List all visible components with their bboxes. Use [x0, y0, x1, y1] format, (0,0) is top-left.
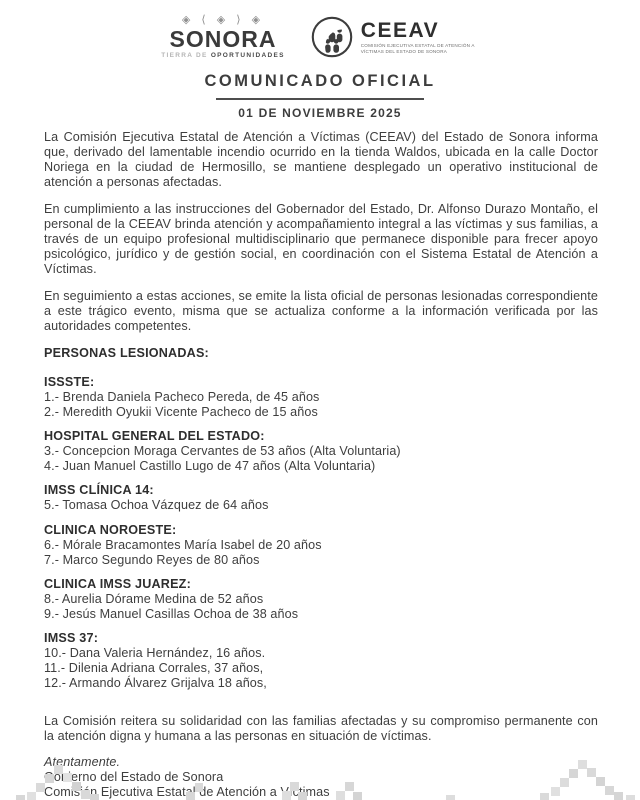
sonora-logo [161, 15, 285, 60]
pixel-mountain-watermark-left [16, 765, 25, 774]
ceeav-subtitle-line1: COMISIÓN EJECUTIVA ESTATAL DE ATENCIÓN [360, 42, 471, 48]
signature-block [44, 755, 598, 800]
hospital-section-clinica-imss-juarez [44, 577, 598, 621]
signature-government: Gobierno del Estado de Sonora [44, 770, 224, 785]
patient-row: 10.- Dana Valeria Hernández, 16 años. [44, 646, 266, 661]
patient-row: 9.- Jesús Manuel Casillas Ochoa de 38 años [44, 606, 299, 621]
ceeav-subtitle-line2: A VÍCTIMAS DEL ESTADO DE SONORA [360, 42, 475, 54]
patient-row: 4.- Juan Manuel Castillo Lugo de 47 años (Alta Voluntaria) [44, 458, 376, 473]
intro-paragraph: La Comisión Ejecutiva Estatal de Atención a Víctimas (CEEAV) del Estado de Sonora informa que, derivado del lamentable incendio ocurrido en la tienda Waldos, ubicada en la calle Doctor Noriega en la ciudad de Hermosillo, se mantiene desplegado un operativo institucional de atención a personas afectadas. [44, 130, 598, 189]
patient-row: 8.- Aurelia Dórame Medina de 52 años [44, 592, 264, 607]
sonora-logo-tagline [161, 53, 285, 60]
instructions-paragraph: En cumplimiento a las instrucciones del Gobernador del Estado, Dr. Alfonso Durazo Montaño, el personal de la CEEAV brinda atención y acompañamiento integral a las víctimas y sus familias, a través de un equipo profesional multidisciplinario que permanece disponible para frecer apoyo psicológico, jurídico y de gestión social, en coordinación con el Sistema Estatal de Atención a Víctimas. [44, 202, 598, 276]
hospital-section-general [44, 429, 598, 473]
logo-row [0, 12, 640, 62]
hospital-name: IMSS 37: [44, 631, 99, 646]
document-date: 01 DE NOVIEMBRE 2025 [238, 106, 402, 120]
page-title: COMUNICADO OFICIAL [204, 72, 436, 90]
title-divider [216, 98, 424, 100]
ceeav-logo [311, 16, 479, 58]
closing-paragraph: La Comisión reitera su solidaridad con las familias afectadas y su compromiso permanente con la atención digna y humana a las personas en situación de víctimas. [44, 714, 598, 744]
hospital-name: CLINICA NOROESTE: [44, 522, 177, 537]
patient-row: 12.- Armando Álvarez Grijalva 18 años, [44, 675, 267, 690]
patient-row: 3.- Concepcion Moraga Cervantes de 53 años (Alta Voluntaria) [44, 444, 401, 459]
hospital-section-imss-clinica-14 [44, 483, 598, 513]
sonora-tagline-light: TIERRA DE [161, 51, 208, 59]
patient-row: 7.- Marco Segundo Reyes de 80 años [44, 552, 260, 567]
ceeav-logo-acronym: CEEAV [360, 18, 440, 42]
hospital-name: CLINICA IMSS JUAREZ: [44, 577, 191, 592]
patient-row: 5.- Tomasa Ochoa Vázquez de 64 años [44, 498, 269, 513]
hospital-name: ISSSTE: [44, 375, 95, 389]
pixel-watermark-small-2 [280, 782, 289, 791]
pixel-watermark-small-3 [336, 780, 345, 789]
sonora-logo-wordmark: SONORA [169, 25, 277, 52]
signature-salutation: Atentamente. [44, 755, 121, 770]
injured-persons-heading: PERSONAS LESIONADAS: [44, 346, 209, 360]
signature-commission: Comisión Ejecutiva Estatal de Atención a Víctimas [44, 785, 330, 800]
document-body [44, 130, 598, 800]
hospital-section-imss-37 [44, 631, 598, 690]
sonora-brand-glyphs-icon: ◈ ⟨ ◈ ⟩ ◈ [181, 13, 265, 26]
patient-row: 2.- Meredith Oyukii Vicente Pacheco de 15 años [44, 404, 318, 419]
patient-row: 6.- Mórale Bracamontes María Isabel de 20 años [44, 537, 322, 552]
document-header [0, 0, 640, 120]
ceeav-logo-subtitle [361, 43, 479, 54]
hospital-section-clinica-noroeste [44, 523, 598, 567]
ceeav-people-circle-icon [311, 16, 353, 58]
pixel-watermark-small-4 [438, 786, 447, 795]
sonora-tagline-bold: OPORTUNIDADES [210, 51, 285, 59]
hospital-name: HOSPITAL GENERAL DEL ESTADO: [44, 429, 265, 444]
patient-row: 1.- Brenda Daniela Pacheco Pereda, de 45 años [44, 390, 320, 404]
list-announcement-paragraph: En seguimiento a estas acciones, se emite la lista oficial de personas lesionadas correspondiente a este trágico evento, misma que se actualiza conforme a la información verificada por las autoridades competentes. [44, 289, 598, 333]
pixel-watermark-small-1 [186, 783, 195, 792]
patient-row: 11.- Dilenia Adriana Corrales, 37 años, [44, 660, 264, 675]
hospital-name: IMSS CLÍNICA 14: [44, 483, 154, 498]
pixel-mountain-watermark-right [530, 760, 539, 769]
ceeav-logo-text [361, 20, 479, 54]
hospital-section-issste [44, 375, 598, 419]
